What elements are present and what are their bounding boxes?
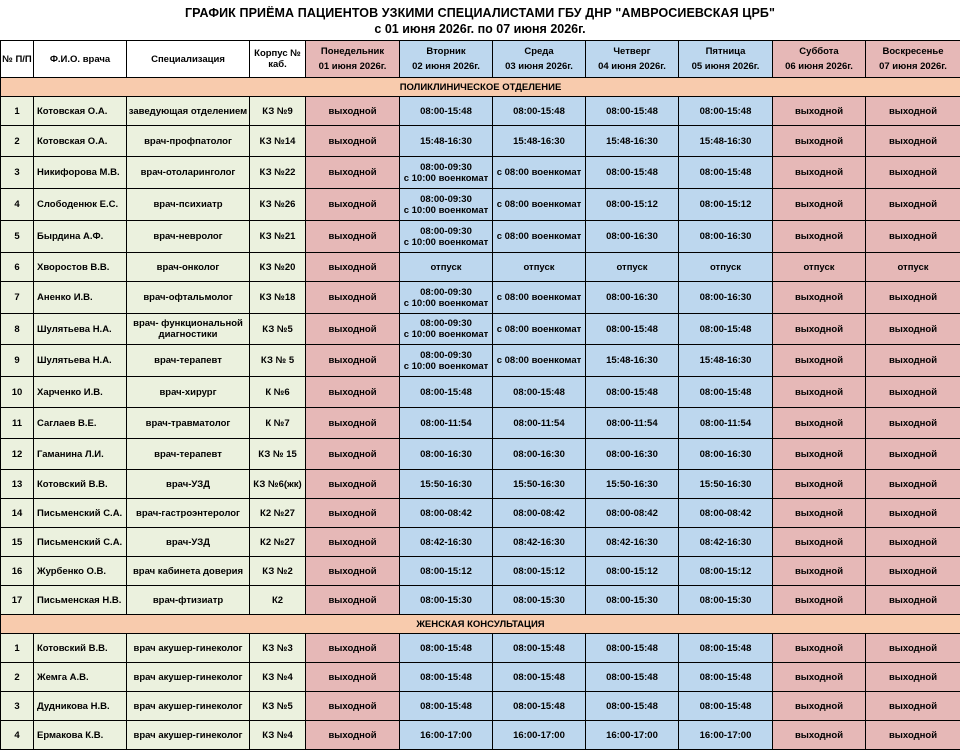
- schedule-cell-fri: 08:00-16:30: [679, 221, 773, 253]
- table-row: [1, 189, 960, 221]
- doctor-name: Письменский С.А.: [34, 528, 127, 557]
- schedule-cell-wed: 08:00-15:48: [493, 377, 586, 408]
- schedule-cell-sat: выходной: [773, 97, 866, 126]
- schedule-cell-sun: выходной: [866, 221, 960, 253]
- schedule-cell-fri: 08:00-15:12: [679, 557, 773, 586]
- row-number: 14: [1, 499, 34, 528]
- schedule-cell-tue: 08:00-15:48: [400, 377, 493, 408]
- table-row: [1, 126, 960, 157]
- table-row: [1, 97, 960, 126]
- schedule-cell-mon: выходной: [306, 663, 400, 692]
- specialization: врач-травматолог: [127, 408, 250, 439]
- room: КЗ № 15: [250, 439, 306, 470]
- doctor-name: Слободенюк Е.С.: [34, 189, 127, 221]
- schedule-cell-wed: 15:50-16:30: [493, 470, 586, 499]
- schedule-cell-thu: 08:00-15:48: [586, 634, 679, 663]
- room: КЗ №21: [250, 221, 306, 253]
- schedule-table: [0, 40, 960, 750]
- schedule-cell-wed: 08:00-08:42: [493, 499, 586, 528]
- schedule-cell-sat: выходной: [773, 189, 866, 221]
- table-row: [1, 377, 960, 408]
- schedule-cell-sat: выходной: [773, 634, 866, 663]
- schedule-cell-tue: отпуск: [400, 253, 493, 282]
- schedule-cell-sun: выходной: [866, 345, 960, 377]
- schedule-note: с 10:00 военкомат: [401, 361, 491, 372]
- schedule-cell-wed: 08:00-15:48: [493, 634, 586, 663]
- header-day-wed: Среда 03 июня 2026г.: [493, 41, 586, 78]
- schedule-cell-sun: выходной: [866, 557, 960, 586]
- specialization: врач-фтизиатр: [127, 586, 250, 615]
- doctor-name: Шулятьева Н.А.: [34, 314, 127, 345]
- room: КЗ №9: [250, 97, 306, 126]
- doctor-name: Никифорова М.В.: [34, 157, 127, 189]
- schedule-cell-wed: отпуск: [493, 253, 586, 282]
- specialization: врач-психиатр: [127, 189, 250, 221]
- schedule-cell-mon: выходной: [306, 126, 400, 157]
- schedule-cell-sat: выходной: [773, 528, 866, 557]
- row-number: 5: [1, 221, 34, 253]
- schedule-cell-sun: отпуск: [866, 253, 960, 282]
- specialization: врач акушер-гинеколог: [127, 634, 250, 663]
- row-number: 9: [1, 345, 34, 377]
- schedule-cell-sun: выходной: [866, 528, 960, 557]
- specialization: врач акушер-гинеколог: [127, 721, 250, 750]
- schedule-time: 08:00-09:30: [401, 162, 491, 173]
- table-row: [1, 499, 960, 528]
- row-number: 10: [1, 377, 34, 408]
- schedule-cell-fri: 15:50-16:30: [679, 470, 773, 499]
- row-number: 15: [1, 528, 34, 557]
- specialization: врач акушер-гинеколог: [127, 692, 250, 721]
- specialization: врач-профпатолог: [127, 126, 250, 157]
- schedule-note: с 10:00 военкомат: [401, 237, 491, 248]
- schedule-cell-sat: выходной: [773, 721, 866, 750]
- header-day-mon: Понедельник 01 июня 2026г.: [306, 41, 400, 78]
- schedule-cell-tue: [400, 221, 493, 253]
- schedule-cell-sat: выходной: [773, 557, 866, 586]
- schedule-cell-tue: 08:00-15:30: [400, 586, 493, 615]
- section-title: ЖЕНСКАЯ КОНСУЛЬТАЦИЯ: [1, 615, 960, 634]
- schedule-cell-tue: 08:00-15:48: [400, 97, 493, 126]
- schedule-cell-sat: выходной: [773, 314, 866, 345]
- schedule-cell-fri: 08:00-08:42: [679, 499, 773, 528]
- specialization: врач-хирург: [127, 377, 250, 408]
- schedule-time: 08:00-09:30: [401, 318, 491, 329]
- schedule-cell-sun: выходной: [866, 634, 960, 663]
- schedule-cell-sun: выходной: [866, 126, 960, 157]
- schedule-cell-mon: выходной: [306, 439, 400, 470]
- header-day-sun: Воскресенье 07 июня 2026г.: [866, 41, 960, 78]
- doctor-name: Котовский В.В.: [34, 634, 127, 663]
- row-number: 7: [1, 282, 34, 314]
- header-day-tue: Вторник 02 июня 2026г.: [400, 41, 493, 78]
- doctor-name: Дудникова Н.В.: [34, 692, 127, 721]
- schedule-cell-fri: 08:00-15:30: [679, 586, 773, 615]
- room: КЗ №18: [250, 282, 306, 314]
- header-num: № П/П: [1, 41, 34, 78]
- table-row: [1, 314, 960, 345]
- schedule-cell-wed: 08:00-15:48: [493, 663, 586, 692]
- schedule-cell-wed: 08:00-15:48: [493, 692, 586, 721]
- schedule-cell-mon: выходной: [306, 634, 400, 663]
- schedule-cell-sat: выходной: [773, 692, 866, 721]
- schedule-cell-wed: 08:00-15:12: [493, 557, 586, 586]
- schedule-cell-wed: 08:00-15:48: [493, 97, 586, 126]
- schedule-cell-sun: выходной: [866, 721, 960, 750]
- schedule-note: с 10:00 военкомат: [401, 205, 491, 216]
- section-header: [1, 615, 960, 634]
- schedule-note: с 10:00 военкомат: [401, 329, 491, 340]
- doctor-name: Харченко И.В.: [34, 377, 127, 408]
- schedule-cell-tue: 08:00-15:48: [400, 634, 493, 663]
- schedule-cell-sun: выходной: [866, 470, 960, 499]
- schedule-cell-thu: 08:00-16:30: [586, 221, 679, 253]
- header-spec: Специализация: [127, 41, 250, 78]
- schedule-cell-sun: выходной: [866, 692, 960, 721]
- table-row: [1, 282, 960, 314]
- room: КЗ №3: [250, 634, 306, 663]
- page-title: ГРАФИК ПРИЁМА ПАЦИЕНТОВ УЗКИМИ СПЕЦИАЛИСТАМИ ГБУ ДНР "АМВРОСИЕВСКАЯ ЦРБ": [0, 6, 960, 20]
- schedule-cell-fri: 15:48-16:30: [679, 126, 773, 157]
- schedule-cell-sat: выходной: [773, 470, 866, 499]
- specialization: врач-УЗД: [127, 470, 250, 499]
- table-row: [1, 157, 960, 189]
- room: К2 №27: [250, 499, 306, 528]
- schedule-cell-sat: выходной: [773, 157, 866, 189]
- schedule-cell-wed: с 08:00 военкомат: [493, 157, 586, 189]
- schedule-cell-mon: выходной: [306, 499, 400, 528]
- schedule-cell-thu: 08:00-08:42: [586, 499, 679, 528]
- schedule-cell-tue: [400, 189, 493, 221]
- header-day-sat: Суббота 06 июня 2026г.: [773, 41, 866, 78]
- doctor-name: Хворостов В.В.: [34, 253, 127, 282]
- schedule-cell-fri: 08:42-16:30: [679, 528, 773, 557]
- schedule-cell-fri: 08:00-15:48: [679, 692, 773, 721]
- schedule-cell-sat: выходной: [773, 586, 866, 615]
- schedule-cell-sun: выходной: [866, 586, 960, 615]
- row-number: 12: [1, 439, 34, 470]
- room: КЗ №5: [250, 314, 306, 345]
- schedule-cell-tue: 15:50-16:30: [400, 470, 493, 499]
- specialization: врач-отоларинголог: [127, 157, 250, 189]
- room: КЗ № 5: [250, 345, 306, 377]
- table-row: [1, 439, 960, 470]
- room: КЗ №4: [250, 663, 306, 692]
- specialization: врач акушер-гинеколог: [127, 663, 250, 692]
- doctor-name: Котовская О.А.: [34, 97, 127, 126]
- table-row: [1, 557, 960, 586]
- schedule-cell-sun: выходной: [866, 97, 960, 126]
- room: КЗ №6(жк): [250, 470, 306, 499]
- header-name: Ф.И.О. врача: [34, 41, 127, 78]
- schedule-cell-mon: выходной: [306, 721, 400, 750]
- table-row: [1, 721, 960, 750]
- schedule-cell-tue: [400, 157, 493, 189]
- schedule-cell-wed: с 08:00 военкомат: [493, 345, 586, 377]
- schedule-cell-wed: 16:00-17:00: [493, 721, 586, 750]
- schedule-cell-tue: 08:00-08:42: [400, 499, 493, 528]
- row-number: 2: [1, 126, 34, 157]
- schedule-cell-tue: [400, 345, 493, 377]
- table-row: [1, 408, 960, 439]
- specialization: врач-терапевт: [127, 345, 250, 377]
- schedule-cell-wed: 08:00-15:30: [493, 586, 586, 615]
- row-number: 1: [1, 634, 34, 663]
- schedule-cell-wed: с 08:00 военкомат: [493, 221, 586, 253]
- room: КЗ №22: [250, 157, 306, 189]
- schedule-cell-mon: выходной: [306, 377, 400, 408]
- schedule-cell-sat: выходной: [773, 439, 866, 470]
- schedule-cell-mon: выходной: [306, 97, 400, 126]
- schedule-cell-mon: выходной: [306, 528, 400, 557]
- doctor-name: Письменская Н.В.: [34, 586, 127, 615]
- row-number: 13: [1, 470, 34, 499]
- schedule-time: 08:00-09:30: [401, 287, 491, 298]
- schedule-cell-sat: выходной: [773, 499, 866, 528]
- schedule-cell-tue: 08:00-15:12: [400, 557, 493, 586]
- schedule-cell-thu: 08:00-15:12: [586, 189, 679, 221]
- room: К2: [250, 586, 306, 615]
- specialization: врач- функциональной диагностики: [127, 314, 250, 345]
- specialization: врач кабинета доверия: [127, 557, 250, 586]
- schedule-cell-sat: выходной: [773, 221, 866, 253]
- doctor-name: Ермакова К.В.: [34, 721, 127, 750]
- row-number: 6: [1, 253, 34, 282]
- schedule-cell-wed: с 08:00 военкомат: [493, 314, 586, 345]
- schedule-cell-sun: выходной: [866, 439, 960, 470]
- schedule-cell-sun: выходной: [866, 314, 960, 345]
- doctor-name: Котовская О.А.: [34, 126, 127, 157]
- room: К №6: [250, 377, 306, 408]
- table-row: [1, 528, 960, 557]
- room: КЗ №5: [250, 692, 306, 721]
- schedule-cell-sat: выходной: [773, 663, 866, 692]
- row-number: 2: [1, 663, 34, 692]
- schedule-cell-thu: 08:00-15:48: [586, 97, 679, 126]
- schedule-cell-fri: 08:00-15:48: [679, 663, 773, 692]
- schedule-cell-fri: 08:00-15:12: [679, 189, 773, 221]
- schedule-cell-thu: 08:00-16:30: [586, 439, 679, 470]
- schedule-cell-tue: 08:42-16:30: [400, 528, 493, 557]
- schedule-cell-mon: выходной: [306, 282, 400, 314]
- schedule-cell-thu: 16:00-17:00: [586, 721, 679, 750]
- schedule-cell-wed: 08:00-16:30: [493, 439, 586, 470]
- schedule-cell-tue: 15:48-16:30: [400, 126, 493, 157]
- table-row: [1, 470, 960, 499]
- table-row: [1, 586, 960, 615]
- schedule-cell-fri: 08:00-15:48: [679, 97, 773, 126]
- doctor-name: Бырдина А.Ф.: [34, 221, 127, 253]
- header-room: Корпус № каб.: [250, 41, 306, 78]
- specialization: заведующая отделением: [127, 97, 250, 126]
- schedule-time: 08:00-09:30: [401, 226, 491, 237]
- schedule-cell-mon: выходной: [306, 586, 400, 615]
- schedule-cell-mon: выходной: [306, 157, 400, 189]
- schedule-cell-fri: 08:00-11:54: [679, 408, 773, 439]
- specialization: врач-УЗД: [127, 528, 250, 557]
- schedule-cell-sat: выходной: [773, 345, 866, 377]
- schedule-cell-thu: 08:00-15:12: [586, 557, 679, 586]
- schedule-cell-mon: выходной: [306, 221, 400, 253]
- specialization: врач-терапевт: [127, 439, 250, 470]
- schedule-cell-sun: выходной: [866, 408, 960, 439]
- room: КЗ №2: [250, 557, 306, 586]
- schedule-time: 08:00-09:30: [401, 350, 491, 361]
- schedule-cell-mon: выходной: [306, 253, 400, 282]
- section-title: ПОЛИКЛИНИЧЕСКОЕ ОТДЕЛЕНИЕ: [1, 78, 960, 97]
- schedule-cell-sat: выходной: [773, 408, 866, 439]
- schedule-cell-tue: 08:00-15:48: [400, 692, 493, 721]
- schedule-note: с 10:00 военкомат: [401, 173, 491, 184]
- schedule-cell-fri: 16:00-17:00: [679, 721, 773, 750]
- schedule-cell-sun: выходной: [866, 377, 960, 408]
- room: К2 №27: [250, 528, 306, 557]
- table-row: [1, 221, 960, 253]
- row-number: 4: [1, 189, 34, 221]
- schedule-cell-mon: выходной: [306, 314, 400, 345]
- schedule-cell-thu: 08:00-11:54: [586, 408, 679, 439]
- schedule-cell-thu: 15:50-16:30: [586, 470, 679, 499]
- schedule-cell-fri: 08:00-15:48: [679, 314, 773, 345]
- schedule-cell-fri: 08:00-15:48: [679, 377, 773, 408]
- schedule-cell-thu: 08:00-15:48: [586, 157, 679, 189]
- schedule-cell-tue: [400, 282, 493, 314]
- section-header: [1, 78, 960, 97]
- header-day-thu: Четверг 04 июня 2026г.: [586, 41, 679, 78]
- row-number: 3: [1, 692, 34, 721]
- schedule-cell-fri: 15:48-16:30: [679, 345, 773, 377]
- schedule-cell-sat: отпуск: [773, 253, 866, 282]
- doctor-name: Аненко И.В.: [34, 282, 127, 314]
- table-row: [1, 634, 960, 663]
- doctor-name: Письменский С.А.: [34, 499, 127, 528]
- schedule-cell-fri: отпуск: [679, 253, 773, 282]
- schedule-cell-wed: 08:00-11:54: [493, 408, 586, 439]
- schedule-cell-tue: 08:00-15:48: [400, 663, 493, 692]
- row-number: 1: [1, 97, 34, 126]
- schedule-cell-sat: выходной: [773, 377, 866, 408]
- row-number: 17: [1, 586, 34, 615]
- header-row: [1, 41, 960, 78]
- schedule-cell-sun: выходной: [866, 189, 960, 221]
- room: КЗ №14: [250, 126, 306, 157]
- schedule-cell-thu: 08:00-16:30: [586, 282, 679, 314]
- schedule-time: 08:00-09:30: [401, 194, 491, 205]
- schedule-cell-wed: 08:42-16:30: [493, 528, 586, 557]
- schedule-cell-thu: 08:00-15:48: [586, 692, 679, 721]
- schedule-cell-thu: 08:00-15:48: [586, 377, 679, 408]
- row-number: 4: [1, 721, 34, 750]
- schedule-cell-fri: 08:00-15:48: [679, 157, 773, 189]
- table-row: [1, 692, 960, 721]
- doctor-name: Гаманина Л.И.: [34, 439, 127, 470]
- schedule-cell-sun: выходной: [866, 282, 960, 314]
- schedule-cell-thu: 08:42-16:30: [586, 528, 679, 557]
- doctor-name: Саглаев В.Е.: [34, 408, 127, 439]
- doctor-name: Шулятьева Н.А.: [34, 345, 127, 377]
- doctor-name: Котовский В.В.: [34, 470, 127, 499]
- schedule-cell-tue: 08:00-16:30: [400, 439, 493, 470]
- schedule-cell-mon: выходной: [306, 557, 400, 586]
- specialization: врач-невролог: [127, 221, 250, 253]
- schedule-cell-tue: 08:00-11:54: [400, 408, 493, 439]
- specialization: врач-онколог: [127, 253, 250, 282]
- table-row: [1, 663, 960, 692]
- schedule-cell-sun: выходной: [866, 157, 960, 189]
- row-number: 11: [1, 408, 34, 439]
- row-number: 3: [1, 157, 34, 189]
- page-subtitle: с 01 июня 2026г. по 07 июня 2026г.: [0, 22, 960, 36]
- schedule-cell-thu: 15:48-16:30: [586, 345, 679, 377]
- row-number: 8: [1, 314, 34, 345]
- schedule-cell-wed: с 08:00 военкомат: [493, 189, 586, 221]
- row-number: 16: [1, 557, 34, 586]
- schedule-cell-mon: выходной: [306, 408, 400, 439]
- schedule-cell-mon: выходной: [306, 189, 400, 221]
- schedule-note: с 10:00 военкомат: [401, 298, 491, 309]
- header-day-fri: Пятница 05 июня 2026г.: [679, 41, 773, 78]
- schedule-cell-wed: с 08:00 военкомат: [493, 282, 586, 314]
- schedule-cell-mon: выходной: [306, 345, 400, 377]
- specialization: врач-гастроэнтеролог: [127, 499, 250, 528]
- schedule-cell-thu: отпуск: [586, 253, 679, 282]
- schedule-cell-sat: выходной: [773, 126, 866, 157]
- table-row: [1, 253, 960, 282]
- schedule-cell-fri: 08:00-16:30: [679, 439, 773, 470]
- schedule-cell-fri: 08:00-16:30: [679, 282, 773, 314]
- doctor-name: Жемга А.В.: [34, 663, 127, 692]
- schedule-cell-fri: 08:00-15:48: [679, 634, 773, 663]
- room: К №7: [250, 408, 306, 439]
- schedule-cell-thu: 08:00-15:48: [586, 314, 679, 345]
- schedule-cell-thu: 08:00-15:48: [586, 663, 679, 692]
- room: КЗ №4: [250, 721, 306, 750]
- room: КЗ №26: [250, 189, 306, 221]
- schedule-cell-thu: 15:48-16:30: [586, 126, 679, 157]
- schedule-cell-tue: 16:00-17:00: [400, 721, 493, 750]
- schedule-cell-mon: выходной: [306, 692, 400, 721]
- schedule-cell-sun: выходной: [866, 499, 960, 528]
- schedule-cell-thu: 08:00-15:30: [586, 586, 679, 615]
- doctor-name: Журбенко О.В.: [34, 557, 127, 586]
- schedule-cell-sun: выходной: [866, 663, 960, 692]
- schedule-cell-sat: выходной: [773, 282, 866, 314]
- specialization: врач-офтальмолог: [127, 282, 250, 314]
- room: КЗ №20: [250, 253, 306, 282]
- schedule-cell-mon: выходной: [306, 470, 400, 499]
- table-row: [1, 345, 960, 377]
- schedule-cell-wed: 15:48-16:30: [493, 126, 586, 157]
- schedule-cell-tue: [400, 314, 493, 345]
